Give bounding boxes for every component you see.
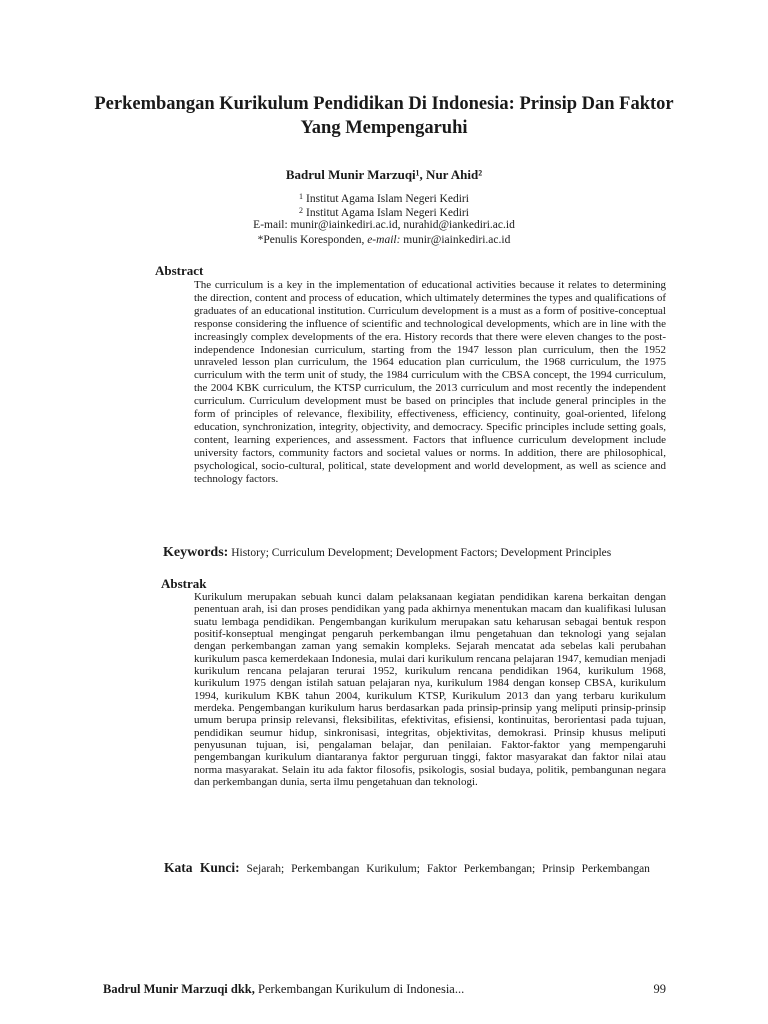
abstract-heading: Abstract xyxy=(155,263,204,278)
correspondent-email: munir@iainkediri.ac.id xyxy=(400,234,511,246)
footer-author: Badrul Munir Marzuqi dkk, xyxy=(103,982,255,996)
page-footer xyxy=(103,981,666,997)
correspondent-prefix: *Penulis Koresponden, xyxy=(257,234,368,246)
affiliation-2-mark: 2 xyxy=(299,206,304,215)
affiliation-1-text: Institut Agama Islam Negeri Kediri xyxy=(306,193,469,205)
author-list: Badrul Munir Marzuqi¹, Nur Ahid² xyxy=(285,167,483,182)
affiliation-2-text: Institut Agama Islam Negeri Kediri xyxy=(306,207,469,219)
kata-kunci-line xyxy=(164,860,666,877)
page-number: 99 xyxy=(653,982,666,996)
correspondent-email-label: e-mail: xyxy=(367,234,401,246)
kata-kunci-text: Sejarah; Perkembangan Kurikulum; Faktor Perkembangan; Prinsip Perkembangan xyxy=(239,863,650,875)
abstract-body: The curriculum is a key in the implementation of educational activities because it relates to determining the direction, content and process of education, which ultimately determines the types and qualifications of graduates of an educational institution. Curriculum development is a must as a form of positive-conceptual response considering the influence of scientific and technological developments, which are in line with the increasingly complex developments of the era. History records that there were eleven changes to the post-independence Indonesian curriculum, starting from the 1947 lesson plan curriculum, then the 1952 unraveled lesson plan curriculum, the 1964 education plan curriculum, the 1968 curriculum, the 1975 curriculum with the term unit of study, the 1984 curriculum with the CBSA concept, the 1994 curriculum, the 2004 KBK curriculum, the KTSP curriculum, the 2013 curriculum and most recently the independent curriculum. Curriculum development must be based on principles that include general principles in the form of principles of relevance, flexibility, effectiveness, efficiency, continuity, goal-oriented, lifelong education, synchronization, integrity, objectivity, and democracy. Specific principles include setting goals, content, learning experiences, and assessment. Factors that influence curriculum development include university factors, community factors and societal values or norms. In addition, there are philosophical, psychological, socio-cultural, political, state development and world development, as well as science and technology factors. xyxy=(194,279,666,485)
keywords-line xyxy=(163,545,683,561)
kata-kunci-label: Kata Kunci: xyxy=(164,860,240,875)
keywords-label: Keywords: xyxy=(163,545,229,560)
affiliation-1-mark: 1 xyxy=(299,192,304,201)
abstrak-body: Kurikulum merupakan sebuah kunci dalam pelaksanaan kegiatan pendidikan karena berkaitan dengan penentuan arah, isi dan proses pendidikan yang pada akhirnya menentukan macam dan kualifikasi lulusan suatu lembaga pendidikan. Pengembangan kurikulum merupakan satu keharusan sebagai bentuk respon positif-konseptual mengingat pengaruh perkembangan ilmu pengetahuan dan teknologi yang sejalan dengan perkembangan zaman yang semakin kompleks. Sejarah mencatat ada sebelas kali perubahan kurikulum pasca kemerdekaan Indonesia, mulai dari kurikulum rencana pelajaran 1947, kemudian menjadi kurikulum rencana pelajaran terurai 1952, kurikulum rencana pendidikan 1964, kurikulum 1968, kurikulum 1975 dengan istilah satuan pelajaran nya, kurikulum 1984 dengan konsep CBSA, kurikulum 1994, kurikulum KBK tahun 2004, kurikulum KTSP, Kurikulum 2013 dan yang terbaru kurikulum merdeka. Pengembangan kurikulum harus berdasarkan pada prinsip-prinsip yang meliputi prinsip-prinsip umum berupa prinsip relevansi, fleksibilitas, efektivitas, efisiensi, kontinuitas, berorientasi pada tujuan, pendidikan seumur hidup, sinkronisasi, integritas, objektivitas, demokrasi. Prinsip khusus meliputi penyusunan tujuan, isi, pengalaman belajar, dan penilaian. Faktor-faktor yang mempengaruhi pengembangan kurikulum diantaranya faktor perguruan tinggi, faktor masyarakat dan faktor nilai atau norma masyarakat. Selain itu ada faktor filosofis, psikologis, sosial budaya, politik, pembangunan negara dan perkembangan dunia, serta ilmu pengetahuan dan teknologi. xyxy=(194,591,666,789)
footer-title: Perkembangan Kurikulum di Indonesia... xyxy=(254,982,465,996)
abstrak-heading: Abstrak xyxy=(161,576,207,591)
paper-title: Perkembangan Kurikulum Pendidikan Di Indonesia: Prinsip Dan Faktor Yang Mempengaruhi xyxy=(94,94,674,138)
correspondent-line xyxy=(90,233,678,247)
keywords-text: History; Curriculum Development; Development Factors; Development Principles xyxy=(228,547,612,559)
email-line: E-mail: munir@iainkediri.ac.id, nurahid@iankediri.ac.id xyxy=(253,219,515,231)
